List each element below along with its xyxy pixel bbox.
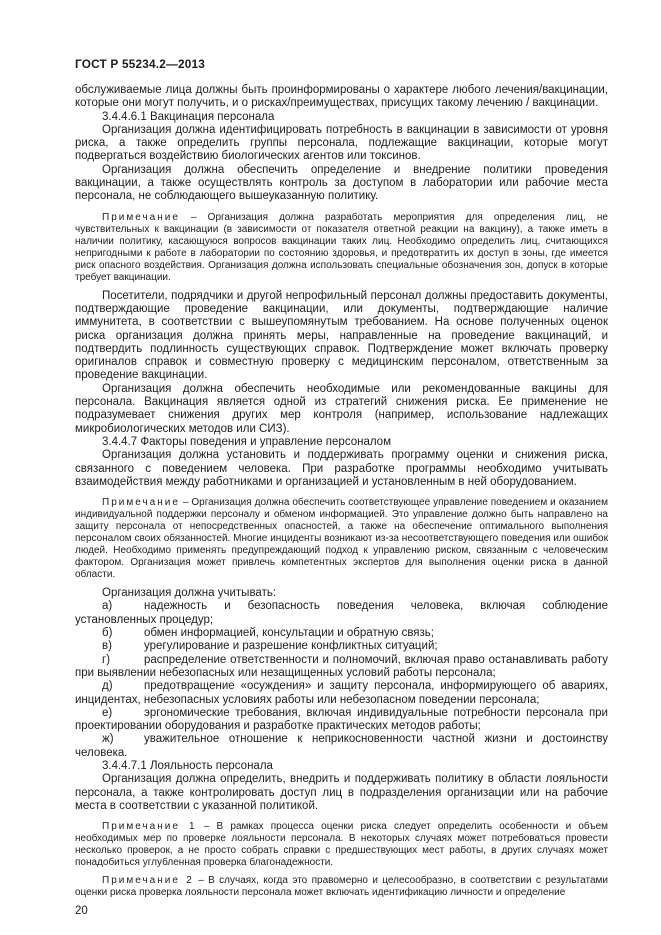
note-label: Примечание [102, 497, 180, 509]
list-text: предотвращение «осуждения» и защиту персонала, информирующего об авариях, инцидентах, небезопасных условиях работы или небезопасном поведении персонала; [75, 680, 608, 706]
paragraph: Организация должна обеспечить определение и внедрение политики проведения вакцинации, а также осуществлять контроль за доступом в лаборатории или рабочие места персонала, не соблюдающего вышеуказанную политику. [75, 163, 608, 203]
section-heading-loyalty: 3.4.4.7.1 Лояльность персонала [102, 759, 273, 772]
list-item-v [75, 640, 608, 653]
paragraph: Организация должна определить, внедрить и поддерживать политику в области лояльности персонала, а также контролировать доступ лиц в подразделения организации или на рабочие места в соответствии с указанной политикой. [75, 773, 608, 812]
note-text: – В рамках процесса оценки риска следует определить особенности и объем необходимых мер по проверке лояльности персонала. В некоторых случаях может потребоваться провести несколько проверок, а не просто собрать справки с предшествующих мест работы, в других случаях может понадобиться углубленная проверка благонадежности. [75, 821, 609, 869]
note-text: – Организация должна разработать мероприятия для определения лиц, не чувствительных к вакцинации (в зависимости от показателя ответной реакции на вакцину), а также иметь в наличии политику, касающуюся вопросов вакцинации таких лиц. Необходимо определить лиц, считающихся непригодными к работе в лаборатории по состоянию здоровья, и предотвратить их доступ в зоны, где имеется риск опасного воздействия. Организация должна использовать специальные обозначения зон, допуск в которые требует вакцинации. [75, 211, 608, 283]
paragraph: Организация должна идентифицировать потребность в вакцинации в зависимости от уровня риска, а также определить группы персонала, подлежащие вакцинации, которые могут подвергаться воздействию биологических агентов или токсинов. [75, 123, 608, 163]
list-text: уважительное отношение к неприкосновенности частной жизни и достоинству человека. [75, 733, 608, 759]
list-item-zh [75, 733, 608, 760]
note-label: Примечание 1 [102, 821, 197, 833]
list-marker: в) [102, 640, 112, 653]
note-text: – Организация должна обеспечить соответствующее управление поведением и оказанием индивидуальной поддержки персоналу и обменом информацией. Это управление должно быть направлено на защиту персонала от непосредственных опасностей, а также на обеспечение оптимального выполнения персоналом своих обязанностей. Многие инциденты возникают из-за несоответствующего поведения или ошибок людей. Необходимо применять предупреждающий подход к управлению риском, связанным с человеческим фактором. Организация может привлечь компетентных экспертов для выполнения оценки риска в данной области. [75, 497, 608, 581]
list-text: урегулирование и разрешение конфликтных ситуаций; [144, 640, 438, 653]
paragraph: Посетители, подрядчики и другой непрофильный персонал должны предоставить документы, подтверждающие проведение вакцинации, или документы, подтверждающие наличие иммунитета, в соответствии с вышеупомянутым требованием. На основе полученных оценок риска организация должна принять меры, направленные на проведение вакцинаций, и подтвердить подлинность существующих справок. Подтверждение может включать проверку оригиналов справок и совместную проверку с медицинским персоналом, ответственным за проведение вакцинации. [75, 289, 608, 382]
paragraph-continuation: обслуживаемые лица должны быть проинформированы о характере любого лечения/вакцинации, которые они могут получить, и о рисках/преимуществах, присущих такому лечению / вакцинации. [75, 84, 608, 110]
list-item-a [75, 600, 608, 627]
list-text: распределение ответственности и полномочий, включая право останавливать работу при выявлении небезопасных или незащищенных условий работы персонала; [75, 653, 608, 679]
note-block-2 [75, 875, 608, 899]
note-label: Примечание 2 [102, 875, 194, 887]
list-marker: е) [102, 706, 113, 719]
paragraph: Организация должна установить и поддерживать программу оценки и снижения риска, связанного с поведением человека. При разработке программы необходимо учитывать взаимодействия между работниками и организацией и установленным в ней оборудованием. [75, 449, 608, 488]
list-text: надежность и безопасность поведения человека, включая соблюдение установленных процедур; [75, 600, 608, 626]
list-item-d [75, 680, 608, 707]
section-heading-vaccination: 3.4.4.6.1 Вакцинация персонала [102, 110, 275, 123]
page-number: 20 [75, 905, 88, 918]
list-text: обмен информацией, консультации и обратную связь; [144, 627, 434, 640]
section-heading-behavior-factors: 3.4.4.7 Факторы поведения и управление персоналом [102, 435, 391, 448]
paragraph-list-intro: Организация должна учитывать: [102, 587, 277, 600]
note-block-1 [75, 821, 608, 869]
note-block [75, 497, 608, 581]
list-marker: д) [102, 680, 113, 693]
document-content [75, 84, 608, 917]
list-marker: ж) [102, 733, 114, 746]
list-marker: б) [102, 627, 113, 640]
list-item-b [75, 627, 608, 640]
note-block [75, 212, 608, 284]
note-label: Примечание [102, 211, 180, 223]
list-item-g [75, 654, 608, 681]
paragraph: Организация должна обеспечить необходимые или рекомендованные вакцины для персонала. Вакцинация является одной из стратегий снижения риска. Ее применение не подразумевает снижения других мер контроля (например, использование надлежащих микробиологических методов или СИЗ). [75, 382, 608, 435]
list-text: эргономические требования, включая индивидуальные потребности персонала при проектировании оборудования и разработке практических методов работы; [75, 706, 608, 733]
list-marker: а) [102, 600, 113, 613]
list-marker: г) [102, 653, 111, 666]
list-item-e [75, 707, 608, 734]
document-header: ГОСТ Р 55234.2—2013 [75, 57, 206, 71]
note-text: – В случаях, когда это правомерно и целесообразно, в соответствии с результатами оценки риска проверка лояльности персонала может включать идентификацию личности и определение [75, 875, 608, 899]
